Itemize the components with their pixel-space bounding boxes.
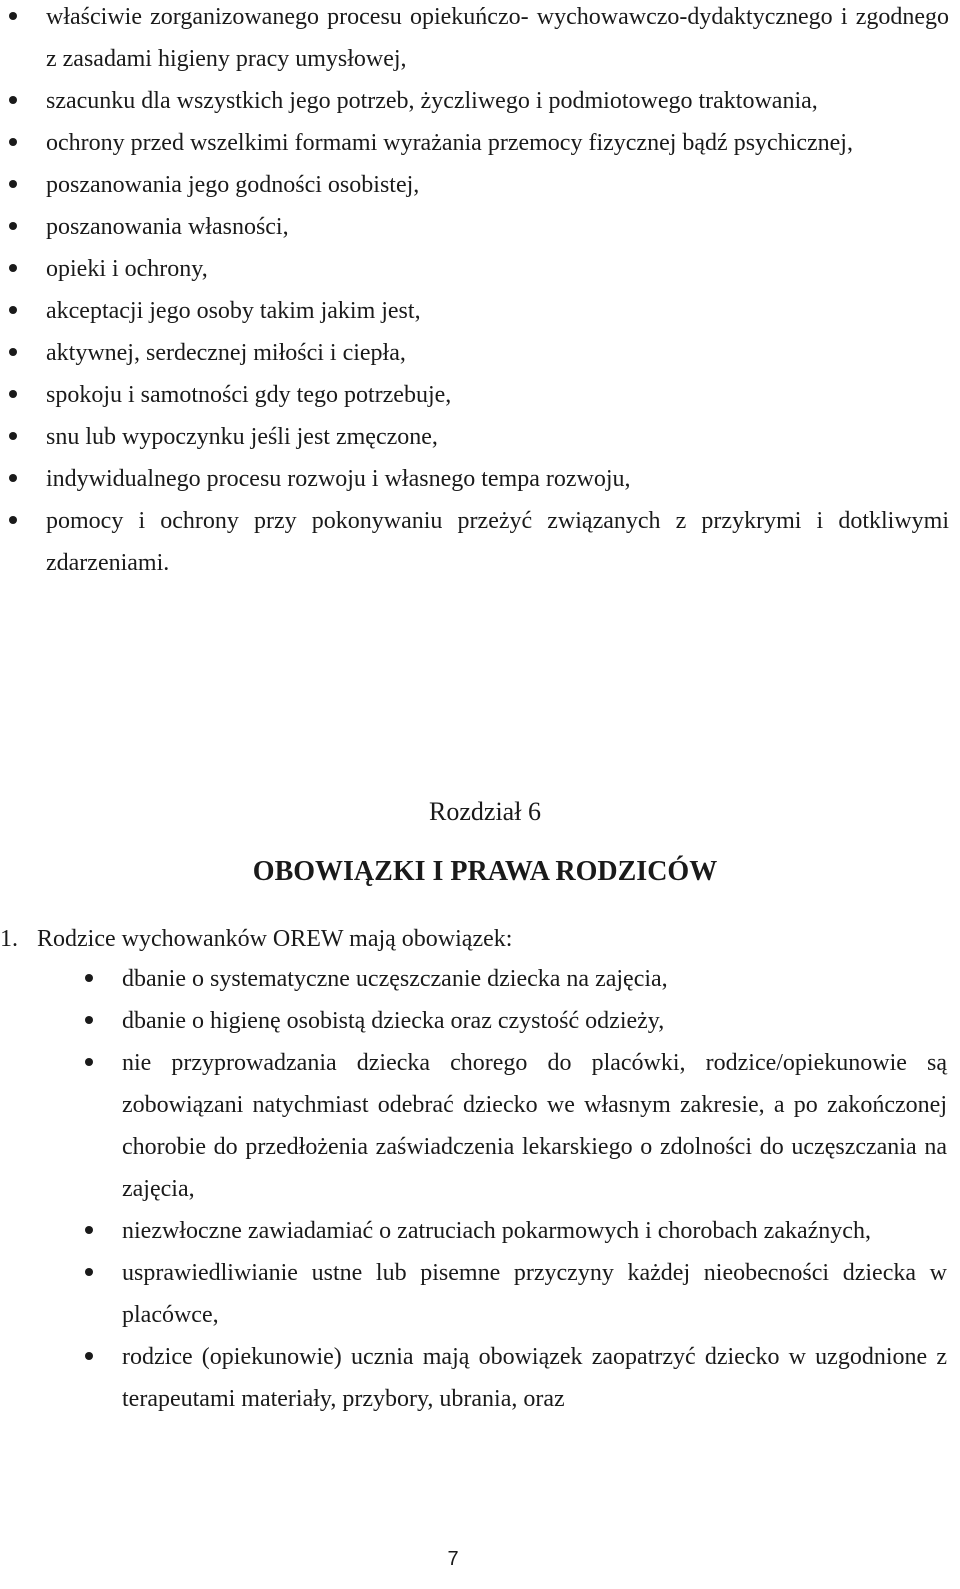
- chapter-heading: OBOWIĄZKI I PRAWA RODZICÓW: [252, 856, 718, 887]
- list-item: pomocy i ochrony przy pokonywaniu przeżyć związanych z przykrymi i dotkliwymi zdarzeniami.: [46, 500, 949, 584]
- section-intro-text: Rodzice wychowanków OREW mają obowiązek:: [37, 926, 513, 952]
- list-item: indywidualnego procesu rozwoju i własnego tempa rozwoju,: [46, 458, 949, 500]
- list-item: akceptacji jego osoby takim jakim jest,: [46, 290, 949, 332]
- list-item: spokoju i samotności gdy tego potrzebuje,: [46, 374, 949, 416]
- list-item: usprawiedliwianie ustne lub pisemne przyczyny każdej nieobecności dziecka w placówce,: [122, 1252, 947, 1336]
- section-number: 1.: [0, 926, 18, 952]
- list-item: ochrony przed wszelkimi formami wyrażania przemocy fizycznej bądź psychicznej,: [46, 122, 949, 164]
- rights-list: [46, 0, 949, 584]
- list-item: poszanowania jego godności osobistej,: [46, 164, 949, 206]
- list-item: opieki i ochrony,: [46, 248, 949, 290]
- section-intro: [0, 918, 512, 960]
- list-item: rodzice (opiekunowie) ucznia mają obowiązek zaopatrzyć dziecko w uzgodnione z terapeutami materiały, przybory, ubrania, oraz: [122, 1336, 947, 1420]
- list-item: właściwie zorganizowanego procesu opiekuńczo- wychowawczo-dydaktycznego i zgodnego z zasadami higieny pracy umysłowej,: [46, 0, 949, 80]
- list-item: szacunku dla wszystkich jego potrzeb, życzliwego i podmiotowego traktowania,: [46, 80, 949, 122]
- list-item: poszanowania własności,: [46, 206, 949, 248]
- list-item: nie przyprowadzania dziecka chorego do placówki, rodzice/opiekunowie są zobowiązani natychmiast odebrać dziecko we własnym zakresie, a po zakończonej chorobie do przedłożenia zaświadczenia lekarskiego o zdolności do uczęszczania na zajęcia,: [122, 1042, 947, 1210]
- list-item: snu lub wypoczynku jeśli jest zmęczone,: [46, 416, 949, 458]
- list-item: niezwłoczne zawiadamiać o zatruciach pokarmowych i chorobach zakaźnych,: [122, 1210, 947, 1252]
- chapter-number: Rozdział 6: [429, 797, 541, 826]
- list-item: dbanie o systematyczne uczęszczanie dziecka na zajęcia,: [122, 958, 947, 1000]
- list-item: aktywnej, serdecznej miłości i ciepła,: [46, 332, 949, 374]
- list-item: dbanie o higienę osobistą dziecka oraz czystość odzieży,: [122, 1000, 947, 1042]
- obligations-list: [122, 958, 947, 1420]
- page-number: 7: [447, 1548, 459, 1570]
